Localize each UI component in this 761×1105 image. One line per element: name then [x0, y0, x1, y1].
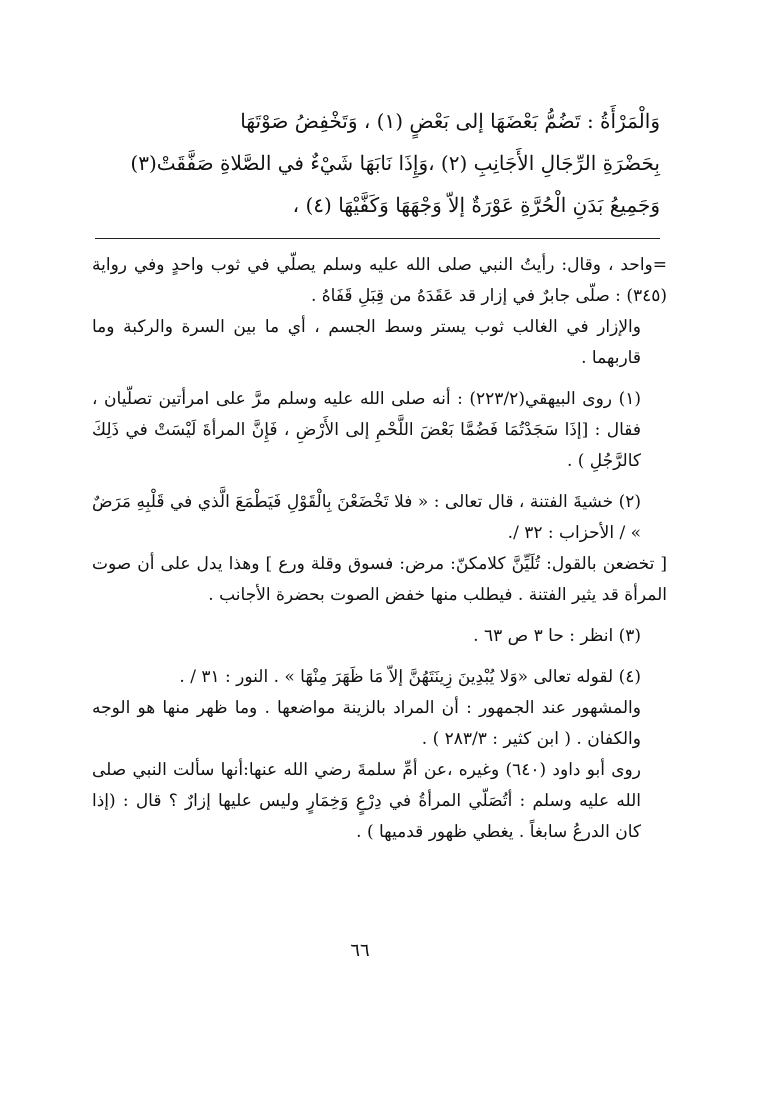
footnote-paragraph: [ تخضعن بالقول: تُلَيِّنَّ كلامكنّ: مرض: فسوق وقلة ورع ] وهذا يدل على أن صوت المرأة قد يثير الفتنة . فيطلب منها خفض الصوت بحضرة الأجانب . [92, 554, 667, 605]
footnote-1: (١) روى البيهقي(٢٢٣/٢) : أنه صلى الله عليه وسلم مرَّ على امرأتين تصلّيان ، فقال : [إذَا سَجَدْتُمَا فَضُمَّا بَعْضَ اللَّحْمِ إلى الأَرْضِ ، فَإِنَّ المرأةَ لَيْسَتْ في ذَلِكَ كالرَّجُلِ ) . [92, 389, 641, 471]
main-text-line: وَجَمِيعُ بَدَنِ الْحُرَّةِ عَوْرَةٌ إلاّ وَجْهَهَا وَكَفَّيْهَا (٤) ، [292, 193, 660, 217]
main-text-line: وَالْمَرْأَةُ : تَضُمُّ بَعْضَهَا إلى بَعْضٍ (١) ، وَتَخْفِضُ صَوْتَهَا [240, 109, 660, 133]
main-text-block [92, 100, 660, 226]
footnote-paragraph: والمشهور عند الجمهور : أن المراد بالزينة مواضعها . وما ظهر منها هو الوجه والكفان . ( ابن كثير : ٢٨٣/٣ ) . [92, 698, 641, 749]
footnote-separator [95, 238, 660, 239]
footnotes-block [92, 250, 667, 848]
footnote-paragraph: روى أبو داود (٦٤٠) وغيره ،عن أمِّ سلمةَ رضي الله عنها:أنها سألت النبي صلى الله عليه وسلم : أتُصَلّي المرأةُ في دِرْعٍ وَخِمَارٍ وليس عليها إزارٌ ؟ قال : (إذا كان الدرعُ سابغاً . يغطي ظهور قدميها ) . [92, 760, 641, 842]
main-text-line: بِحَضْرَةِ الرِّجَالِ الأَجَانِبِ (٢) ،وَإِذَا نَابَهَا شَيْءٌ في الصَّلاةِ صَفَّقَتْ(٣) [130, 151, 660, 175]
footnote-2: (٢) خشيةَ الفتنة ، قال تعالى : « فلا تَخْضَعْنَ بِالْقَوْلِ فَيَطْمَعَ الَّذي في قَلْبِهِ مَرَضٌ » / الأحزاب : ٣٢ /. [92, 492, 641, 543]
footnote-3: (٣) انظر : حا ٣ ص ٦٣ . [473, 626, 641, 646]
footnote-paragraph: والإزار في الغالب ثوب يستر وسط الجسم ، أي ما بين السرة والركبة وما قاربهما . [92, 317, 641, 368]
page-number: ٦٦ [350, 940, 370, 961]
footnote-continuation: =واحد ، وقال: رأيتُ النبي صلى الله عليه وسلم يصلّي في ثوب واحدٍ وفي رواية (٣٤٥) : صلّى جابرٌ في إزار قد عَقَدَهُ من قِبَلِ قَفَاهُ . [92, 255, 667, 306]
footnote-4: (٤) لقوله تعالى «وَلا يُبْدِينَ زِينَتَهُنَّ إلاّ مَا ظَهَرَ مِنْهَا » . النور : ٣١ / . [179, 667, 641, 687]
